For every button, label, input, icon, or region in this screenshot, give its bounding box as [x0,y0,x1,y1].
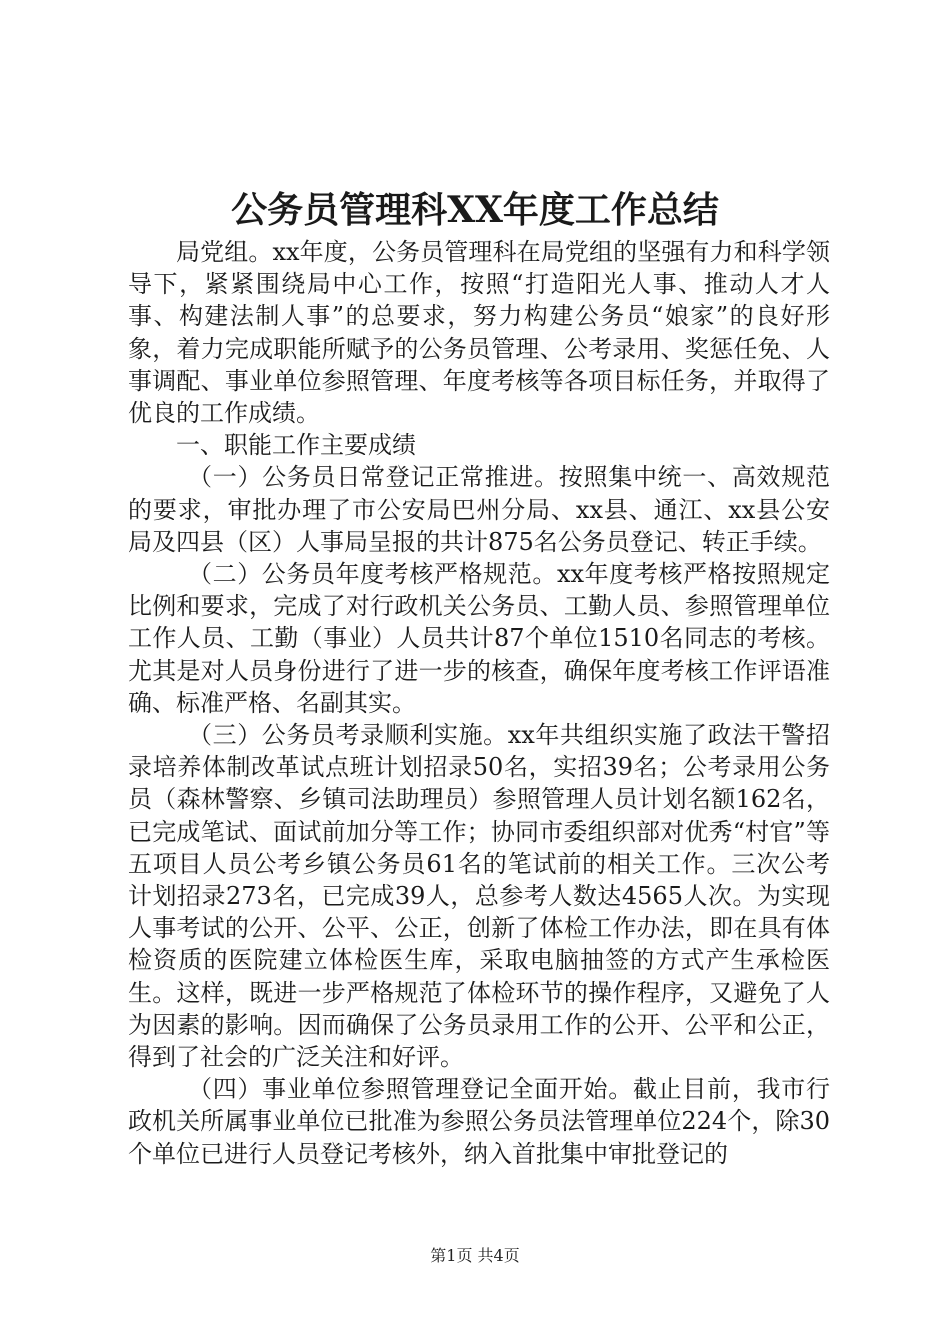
paragraph-item-3: （三）公务员考录顺利实施。xx年共组织实施了政法干警招录培养体制改革试点班计划招录50名，实招39名；公考录用公务员（森林警察、乡镇司法助理员）参照管理人员计划名额162名，已完成笔试、面试前加分等工作；协同市委组织部对优秀“村官”等五项目人员公考乡镇公务员61名的笔试前的相关工作。三次公考计划招录273名，已完成39人，总参考人数达4565人次。为实现人事考试的公开、公平、公正，创新了体检工作办法，即在具有体检资质的医院建立体检医生库，采取电脑抽签的方式产生承检医生。这样，既进一步严格规范了体检环节的操作程序，又避免了人为因素的影响。因而确保了公务员录用工作的公开、公平和公正，得到了社会的广泛关注和好评。 [128,721,830,1072]
paragraph-item-4: （四）事业单位参照管理登记全面开始。截止目前，我市行政机关所属事业单位已批准为参照公务员法管理单位224个，除30个单位已进行人员登记考核外，纳入首批集中审批登记的 [128,1075,830,1168]
paragraph-item-1: （一）公务员日常登记正常推进。按照集中统一、高效规范的要求，审批办理了市公安局巴州分局、xx县、通江、xx县公安局及四县（区）人事局呈报的共计875名公务员登记、转正手续。 [128,463,830,556]
document-title: 公务员管理科XX年度工作总结 [231,189,719,231]
page-number-footer: 第1页 共4页 [430,1246,520,1265]
section-heading-1: 一、职能工作主要成绩 [176,431,416,460]
paragraph-item-2: （二）公务员年度考核严格规范。xx年度考核严格按照规定比例和要求，完成了对行政机关公务员、工勤人员、参照管理单位工作人员、工勤（事业）人员共计87个单位1510名同志的考核。尤其是对人员身份进行了进一步的核查，确保年度考核工作评语准确、标准严格、名副其实。 [128,560,830,717]
document-body [128,236,830,1170]
paragraph-intro: 局党组。xx年度，公务员管理科在局党组的坚强有力和科学领导下，紧紧围绕局中心工作，按照“打造阳光人事、推动人才人事、构建法制人事”的总要求，努力构建公务员“娘家”的良好形象，着力完成职能所赋予的公务员管理、公考录用、奖惩任免、人事调配、事业单位参照管理、年度考核等各项目标任务，并取得了优良的工作成绩。 [128,238,830,428]
